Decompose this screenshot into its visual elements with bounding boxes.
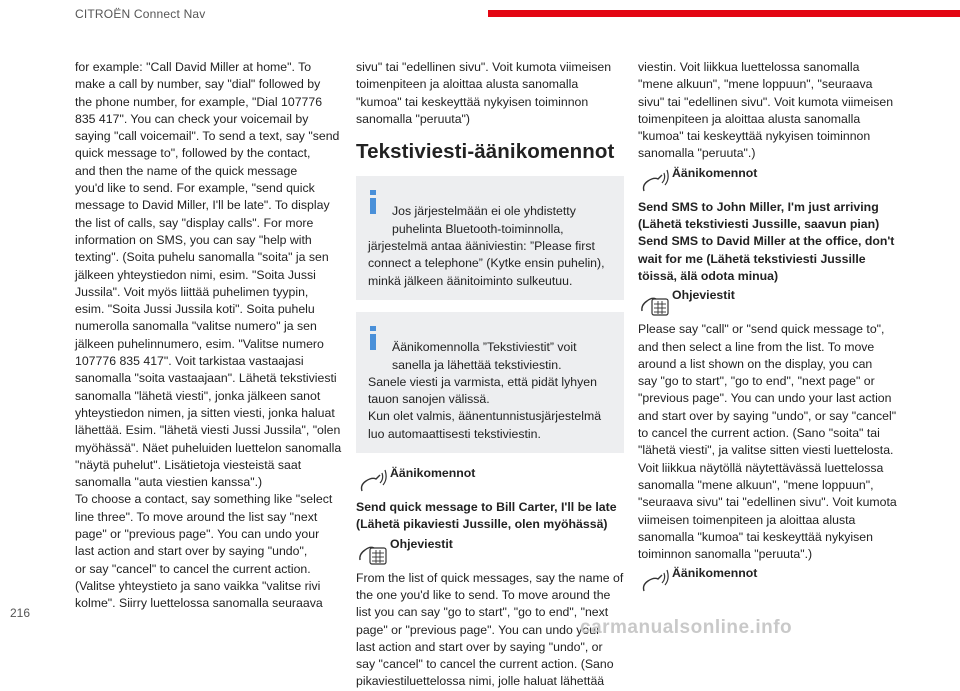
voice-command-text: Send SMS to John Miller, I'm just arriving (Lähetä tekstiviesti Jussille, saavun pian) Send SMS to David Miller at the office, don't wait for me (Lähetä tekstiviesti Jussille töissä, älä odota minua)	[638, 199, 895, 283]
help-messages-label: Ohjeviestit	[390, 536, 453, 551]
help-messages-label: Ohjeviestit	[672, 288, 735, 303]
voice-commands-label-row	[638, 165, 906, 195]
info-note	[356, 312, 624, 453]
voice-commands-label: Äänikomennot	[672, 566, 758, 581]
voice-command-icon	[356, 465, 390, 495]
help-messages-label-row	[638, 287, 906, 317]
watermark: carmanualsonline.info	[580, 617, 793, 638]
info-icon	[365, 190, 381, 214]
header-title: CITROËN Connect Nav	[75, 7, 206, 21]
help-message-icon	[356, 536, 390, 566]
note-text-first: Jos järjestelmään ei ole yhdistetty puhelinta Bluetooth-toiminnolla,	[392, 204, 576, 236]
help-text: Please say "call" or "send quick message to", and then select a line from the list. To move around a list shown on the display, you can say "go to start", "go to end", "next page" or "previous page". You can undo your last action and start over by saying "undo", or say "cancel" to cancel the current action. (Sano "soita" tai "lähetä viesti", ja valitse sitten viesti luettelosta. Voit liikkua näytöllä näytettävässä luettelossa sanomalla "mene alkuun", "mene loppuun", "seuraava sivu" tai "edellinen sivu". Voit kumota viimeisen toimenpiteen ja aloittaa alusta sanomalla "kumoa" tai keskeyttää nykyisen toiminnon sanomalla "peruuta".)	[638, 322, 897, 562]
voice-commands-label-row	[356, 465, 624, 495]
help-message-icon	[638, 287, 672, 317]
column-3	[638, 59, 906, 595]
help-text: From the list of quick messages, say the name of the one you'd like to send. To move around the list you can say "go to start", "go to end", "next page" or "previous page". You can undo your last action and start over by saying "undo", or say "cancel" to cancel the current action. (Sano pikaviestiluettelossa nimi, jolle haluat lähettää	[356, 570, 624, 689]
body-text: sivu" tai "edellinen sivu". Voit kumota viimeisen toimenpiteen ja aloittaa alusta sanomalla "kumoa" tai keskeyttää nykyisen toiminnon sanomalla "peruuta")	[356, 60, 612, 126]
note-text-rest: Sanele viesti ja varmista, että pidät lyhyen tauon sanojen välissä. Kun olet valmis, äänentunnistusjärjestelmä luo automaattisesti tekstiviestin.	[368, 374, 602, 441]
help-messages-label-row	[356, 536, 624, 566]
note-text-first: Äänikomennolla ”Tekstiviestit” voit sanella ja lähettää tekstiviestin.	[392, 340, 577, 372]
body-text: for example: "Call David Miller at home". To make a call by number, say "dial" followed by the phone number, for example, "Dial 107776 835 417". You can check your voicemail by saying "call voicemail". To send a text, say "send quick message to", followed by the contact, and then the name of the quick message you'd like to send. For example, "send quick message to David Miller, I'll be late". To display the list of calls, say "display calls". For more information on SMS, you can say "help with texting". (Soita puhelu sanomalla "soita" ja sen jälkeen yhteystiedon nimi, esim. "Soita Jussi Jussila". Voit myös liittää puhelimen tyypin, esim. "Soita Jussi Jussila koti". Soita puhelu numerolla sanomalla "valitse numero" ja sen jälkeen puhelinnumero, esim. "Valitse numero 107776 835 417". Voit tarkistaa vastaajasi sanomalla "soita vastaajaan". Lähetä tekstiviesti sanomalla "lähetä viesti", jonka jälkeen sanot yhteystiedon nimen, ja sitten viesti, jonka haluat lähettää. Esim. "lähetä viesti Jussi Jussila", "olen myöhässä". Näet puheluiden luettelon sanomalla "näytä puhelut". Lisätietoja viesteistä saat sanomalla "auta viestien kanssa".) To choose a contact, say something like "select line three". To move around the list say "next page" or "previous page". You can undo your last action and start over by saying "undo", or say "cancel" to cancel the current action. (Valitse yhteystieto ja sano vaikka "valitse rivi kolme". Siirry luettelossa sanomalla seuraava	[75, 60, 342, 611]
voice-command-icon	[638, 165, 672, 195]
info-icon	[365, 326, 381, 350]
note-text-rest: järjestelmä antaa ääniviestin: ”Please first connect a telephone” (Kytke ensin puhelin), minkä jälkeen äänitoiminto sulkeutuu.	[368, 239, 605, 288]
info-note	[356, 176, 624, 300]
column-1	[75, 59, 343, 613]
voice-commands-label: Äänikomennot	[390, 466, 476, 481]
voice-commands-label: Äänikomennot	[672, 165, 758, 180]
section-heading: Tekstiviesti-äänikomennot	[356, 140, 615, 164]
voice-commands-label-row	[638, 565, 906, 595]
voice-command-icon	[638, 565, 672, 595]
column-2	[356, 59, 624, 691]
header-accent-bar	[488, 10, 960, 17]
page-number: 216	[10, 606, 31, 620]
voice-command-text: Send quick message to Bill Carter, I'll be late (Lähetä pikaviesti Jussille, olen myöhässä)	[356, 500, 617, 532]
body-text: viestin. Voit liikkua luettelossa sanomalla "mene alkuun", "mene loppuun", "seuraava sivu" tai "edellinen sivu". Voit kumota viimeisen toimenpiteen ja aloittaa alusta sanomalla "kumoa" tai keskeyttää nykyisen toiminnon sanomalla "peruuta".)	[638, 60, 894, 161]
